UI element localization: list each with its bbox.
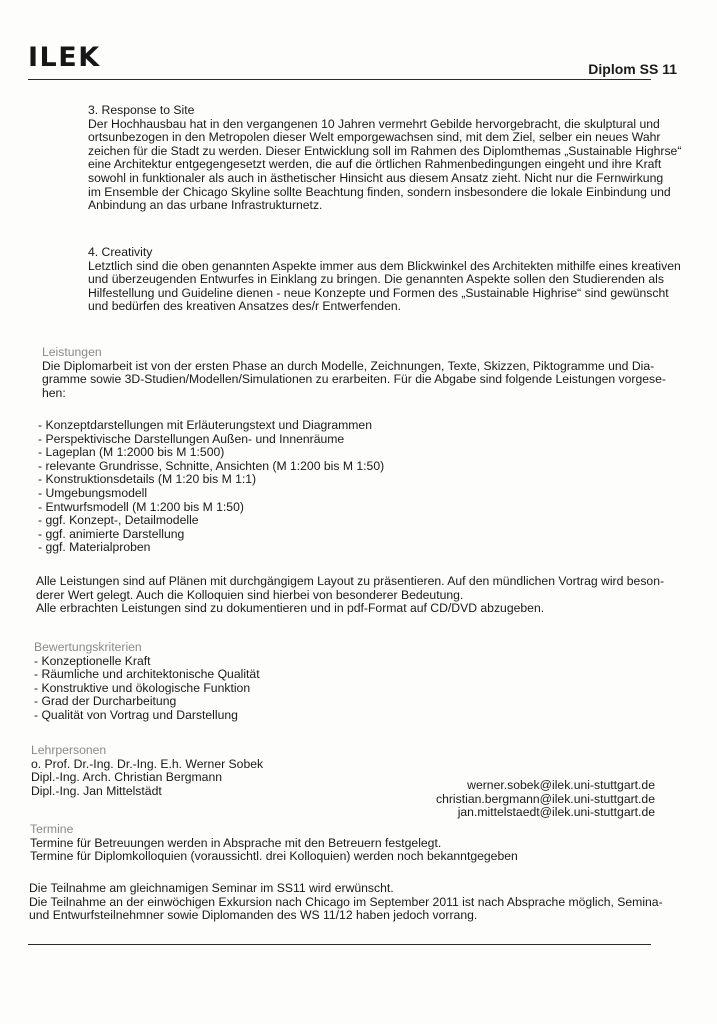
list-item: - Konzeptionelle Kraft (34, 653, 151, 668)
paragraph-line: im Ensemble der Chicago Skyline sollte Beachtung finden, sondern insbesondere die lokale Einbindung und (88, 184, 671, 199)
section-heading: Bewertungskriterien (34, 640, 142, 654)
paragraph-line: und bedürfen des kreativen Ansatzes des/r Entwerfenden. (88, 299, 402, 314)
teacher-name: Dipl.-Ing. Jan Mittelstädt (31, 783, 162, 798)
list-item: - Konzeptdarstellungen mit Erläuterungstext und Diagrammen (38, 418, 372, 432)
paragraph-line: und überzeugenden Entwurfes in Einklang zu bringen. Die genannten Aspekte sollen den Studierenden als (88, 272, 664, 287)
paragraph-line: Anbindung an das urbane Infrastrukturnetz. (88, 198, 323, 213)
paragraph-line: Alle Leistungen sind auf Plänen mit durchgängigem Layout zu präsentieren. Auf den mündlichen Vortrag wird beson- (36, 574, 665, 588)
list-item: - Grad der Durcharbeitung (34, 694, 177, 709)
email-address: jan.mittelstaedt@ilek.uni-stuttgart.de (457, 805, 655, 820)
paragraph-line: ortsunbezogen in den Metropolen dieser Welt emporgewachsen sind, mit dem Ziel, selber ein neues Wahr (88, 130, 661, 145)
section-heading: Termine (30, 822, 74, 836)
section-heading: 3. Response to Site (88, 103, 195, 117)
section-leistungen (42, 346, 666, 400)
paragraph-line: zeichen für die Stadt zu werden. Dieser Entwicklung soll im Rahmen des Diplomthemas „Sustainable Highrse“ (88, 143, 682, 158)
paragraph-line: sowohl in funktionaler als auch in ästhetischer Hinsicht aus diesem Ansatz zieht. Nicht nur die Fernwirkung (88, 170, 664, 185)
paragraph-line: Der Hochhausbau hat in den vergangenen 10 Jahren vermehrt Gebilde hervorgebracht, die skulptural und (88, 116, 660, 131)
section-heading: Leistungen (42, 345, 102, 359)
teacher-name: Dipl.-Ing. Arch. Christian Bergmann (31, 770, 223, 785)
paragraph-line: Alle erbrachten Leistungen sind zu dokumentieren und in pdf-Format auf CD/DVD abzugeben. (36, 601, 545, 616)
email-address: werner.sobek@ilek.uni-stuttgart.de (467, 778, 655, 792)
section-response-to-site (88, 104, 681, 213)
paragraph-line: Die Diplomarbeit ist von der ersten Phase an durch Modelle, Zeichnungen, Texte, Skizzen, Piktogramme und Dia- (42, 358, 655, 373)
list-item: - Konstruktive und ökologische Funktion (34, 680, 251, 695)
list-item: - Konstruktionsdetails (M 1:20 bis M 1:1) (38, 472, 257, 487)
list-item: - Umgebungsmodell (38, 485, 148, 500)
email-address: christian.bergmann@ilek.uni-stuttgart.de (436, 791, 655, 806)
leistungen-outro (36, 575, 664, 616)
paragraph-line: und Entwurfsteilnehmner sowie Diplomanden des WS 11/12 haben jedoch vorrang. (29, 908, 478, 923)
header-rule (28, 79, 651, 80)
section-lehrpersonen (31, 744, 263, 798)
list-item: - ggf. Materialproben (38, 540, 151, 555)
paragraph-line: Termine für Diplomkolloquien (voraussichtl. drei Kolloquien) werden noch bekanntgegeben (30, 849, 518, 864)
list-item: - relevante Grundrisse, Schnitte, Ansichten (M 1:200 bis M 1:50) (38, 458, 385, 473)
list-item: - ggf. animierte Darstellung (38, 526, 185, 541)
leistungen-list (38, 419, 384, 555)
paragraph-line: Die Teilnahme an der einwöchigen Exkursion nach Chicago im September 2011 ist nach Absprache möglich, Semina- (29, 894, 663, 909)
paragraph-line: hen: (42, 385, 66, 400)
paragraph-line: Letztlich sind die oben genannten Aspekte immer aus dem Blickwinkel des Architekten mithilfe eines kreativen (88, 258, 681, 273)
section-bewertungskriterien (34, 641, 260, 723)
list-item: - Lageplan (M 1:2000 bis M 1:500) (38, 445, 225, 460)
section-creativity (88, 246, 681, 314)
closing-notes (29, 882, 663, 923)
list-item: - Räumliche und architektonische Qualität (34, 667, 260, 682)
footer-rule (28, 944, 651, 945)
paragraph-line: Termine für Betreuungen werden in Absprache mit den Betreuern festgelegt. (30, 835, 442, 850)
paragraph-line: Hilfestellung und Guideline dienen - neue Konzepte und Formen des „Sustainable Highrise“ sind gewünscht (88, 285, 669, 300)
section-heading: Lehrpersonen (31, 743, 107, 757)
paragraph-line: gramme sowie 3D-Studien/Modellen/Simulationen zu erarbeiten. Für die Abgabe sind folgende Leistungen vorgese- (42, 372, 666, 387)
section-heading: 4. Creativity (88, 245, 153, 259)
list-item: - ggf. Konzept-, Detailmodelle (38, 513, 199, 528)
section-termine (30, 823, 518, 864)
paragraph-line: derer Wert gelegt. Auch die Kolloquien sind hierbei von besonderer Bedeutung. (36, 587, 464, 602)
paragraph-line: Die Teilnahme am gleichnamigen Seminar im SS11 wird erwünscht. (29, 881, 394, 895)
list-item: - Qualität von Vortrag und Darstellung (34, 707, 238, 722)
document-title: Diplom SS 11 (588, 61, 677, 77)
paragraph-line: eine Architektur entgegengesetzt werden, die auf die örtlichen Rahmenbedingungen eingeht und ihre Kraft (88, 157, 662, 172)
list-item: - Perspektivische Darstellungen Außen- und Innenräume (38, 431, 345, 446)
list-item: - Entwurfsmodell (M 1:200 bis M 1:50) (38, 499, 244, 514)
teacher-emails (436, 779, 655, 820)
teacher-name: o. Prof. Dr.-Ing. Dr.-Ing. E.h. Werner Sobek (31, 756, 264, 771)
ilek-logo: ILEK (28, 42, 101, 73)
